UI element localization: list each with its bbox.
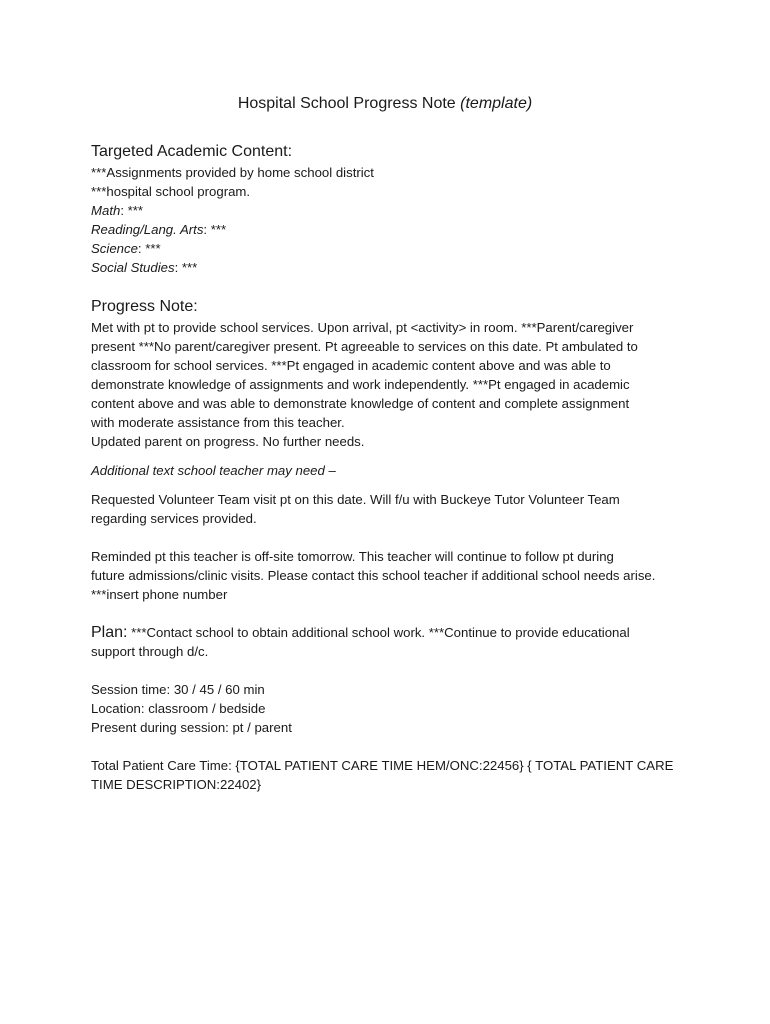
session-location-label: Location: bbox=[91, 701, 145, 716]
session-present-label: Present during session: bbox=[91, 720, 229, 735]
subject-label: Math bbox=[91, 203, 121, 218]
volunteer-paragraph bbox=[91, 490, 691, 528]
plan-text: ***Contact school to obtain additional school work. ***Continue to provide educational bbox=[127, 625, 630, 640]
session-present-value: pt / parent bbox=[228, 720, 292, 735]
subject-value: : *** bbox=[174, 260, 198, 275]
session-present bbox=[91, 718, 691, 737]
progress-section bbox=[91, 296, 691, 604]
session-time-value: 30 / 45 / 60 min bbox=[170, 682, 265, 697]
progress-line: demonstrate knowledge of assignments and work independently. ***Pt engaged in academic bbox=[91, 377, 630, 392]
volunteer-line: regarding services provided. bbox=[91, 511, 257, 526]
reminder-paragraph bbox=[91, 547, 691, 604]
document-body bbox=[91, 141, 691, 794]
additional-text-label: Additional text school teacher may need – bbox=[91, 463, 336, 478]
subject-label: Science bbox=[91, 241, 138, 256]
subject-social-studies bbox=[91, 258, 691, 277]
progress-line: Met with pt to provide school services. Upon arrival, pt <activity> in room. ***Parent/caregiver bbox=[91, 320, 634, 335]
progress-line: Updated parent on progress. No further needs. bbox=[91, 434, 365, 449]
targeted-heading: Targeted Academic Content: bbox=[91, 143, 293, 160]
session-location-value: classroom / bedside bbox=[144, 701, 266, 716]
progress-heading: Progress Note: bbox=[91, 298, 198, 315]
targeted-section bbox=[91, 141, 691, 277]
subject-label: Reading/Lang. Arts bbox=[91, 222, 204, 237]
subject-math bbox=[91, 201, 691, 220]
targeted-line-1: ***Assignments provided by home school district bbox=[91, 165, 374, 180]
plan-line-2: support through d/c. bbox=[91, 644, 209, 659]
subject-value: : *** bbox=[120, 203, 144, 218]
total-care-line-1: Total Patient Care Time: {TOTAL PATIENT CARE TIME HEM/ONC:22456} { TOTAL PATIENT CARE bbox=[91, 758, 674, 773]
reminder-line: ***insert phone number bbox=[91, 587, 228, 602]
total-care-section bbox=[91, 756, 691, 794]
plan-label: Plan: bbox=[91, 624, 128, 641]
session-time bbox=[91, 680, 691, 699]
plan-line-1 bbox=[91, 623, 691, 642]
subject-reading bbox=[91, 220, 691, 239]
total-care-line-2: TIME DESCRIPTION:22402} bbox=[91, 777, 262, 792]
subject-label: Social Studies bbox=[91, 260, 175, 275]
progress-line: with moderate assistance from this teacher. bbox=[91, 415, 345, 430]
session-time-label: Session time: bbox=[91, 682, 171, 697]
title-main: Hospital School Progress Note bbox=[237, 95, 456, 112]
volunteer-line: Requested Volunteer Team visit pt on this date. Will f/u with Buckeye Tutor Volunteer Team bbox=[91, 492, 620, 507]
plan-section bbox=[91, 623, 691, 661]
progress-line: present ***No parent/caregiver present. Pt agreeable to services on this date. Pt ambulated to bbox=[91, 339, 638, 354]
reminder-line: future admissions/clinic visits. Please contact this school teacher if additional school needs arise. bbox=[91, 568, 656, 583]
title-suffix: (template) bbox=[460, 95, 533, 112]
subject-value: : *** bbox=[137, 241, 161, 256]
reminder-line: Reminded pt this teacher is off-site tomorrow. This teacher will continue to follow pt during bbox=[91, 549, 614, 564]
session-section bbox=[91, 680, 691, 737]
progress-line: content above and was able to demonstrate knowledge of content and complete assignment bbox=[91, 396, 630, 411]
progress-line: classroom for school services. ***Pt engaged in academic content above and was able to bbox=[91, 358, 611, 373]
subject-value: : *** bbox=[203, 222, 227, 237]
document-title bbox=[0, 94, 770, 114]
targeted-line-2: ***hospital school program. bbox=[91, 184, 251, 199]
session-location bbox=[91, 699, 691, 718]
subject-science bbox=[91, 239, 691, 258]
